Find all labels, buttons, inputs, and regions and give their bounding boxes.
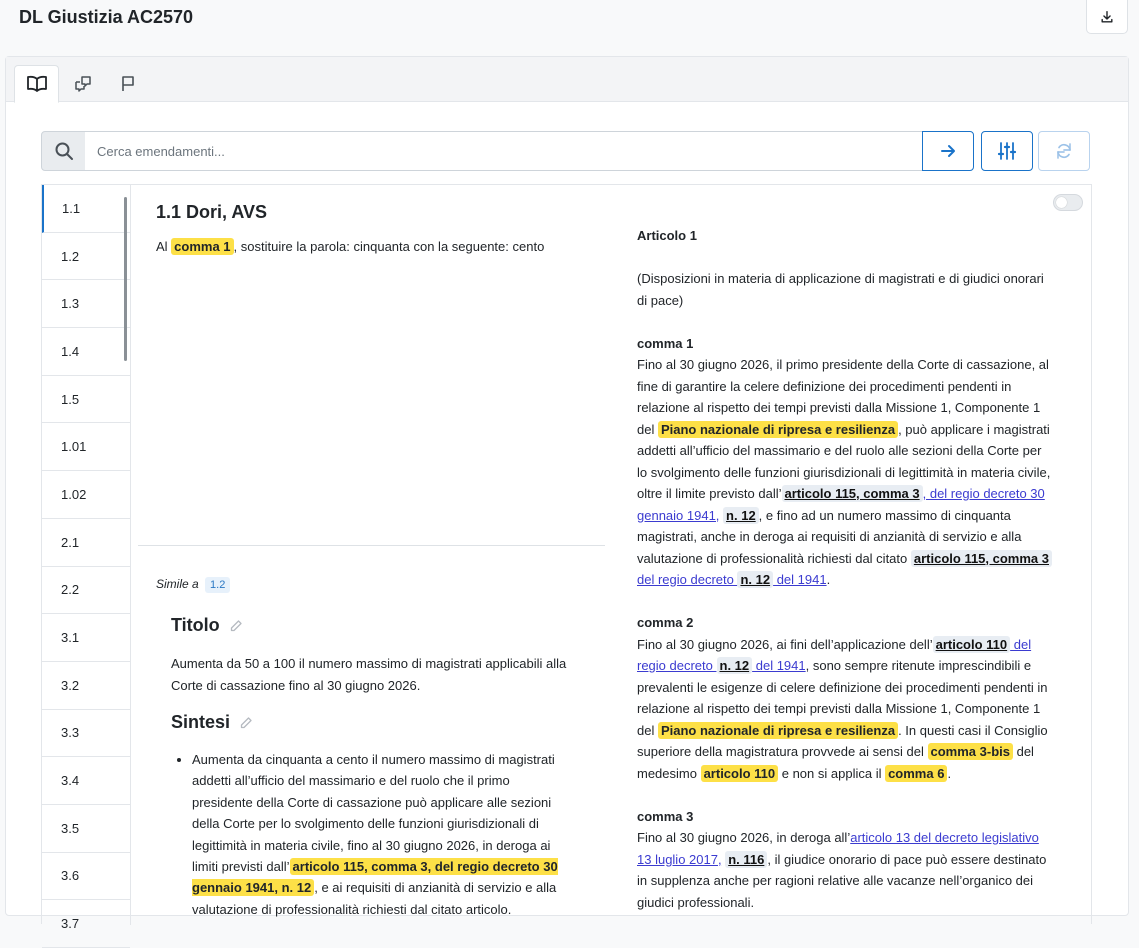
comma-2: comma 2 Fino al 30 giugno 2026, ai fini dell’applicazione dell’ articolo 110 del regio decreto n. 12 del 1941, sono sempre ritenute imprescindibili e prevalenti le esigenze di celere definizione dei procedimenti pendenti in relazione al rispetto dei tempi previsti dalla Missione 1, Componente 1 del Piano nazionale di ripresa e resilienza . In questi casi il Consiglio superiore della magistratura provvede ai sensi del comma 3-bis del medesimo articolo 110 e non si applica il comma 6 . xyxy=(637,615,1048,781)
amendment-list-item[interactable]: 3.6 xyxy=(42,853,130,901)
search-submit-button[interactable] xyxy=(922,131,974,171)
amendment-text: Al comma 1 , sostituire la parola: cinquanta con la seguente: cento xyxy=(156,239,545,254)
highlight-ref[interactable]: Piano nazionale di ripresa e resilienza xyxy=(658,722,898,739)
article-heading: Articolo 1 xyxy=(637,228,697,243)
highlight-ref[interactable]: articolo 110 xyxy=(701,765,779,782)
titolo-text: Aumenta da 50 a 100 il numero massimo di magistrati applicabili alla Corte di cassazione fino al 30 giugno 2026. xyxy=(171,656,567,693)
list-scrollbar[interactable] xyxy=(124,197,127,361)
reset-button[interactable] xyxy=(1038,131,1090,171)
pencil-icon xyxy=(229,619,243,633)
toggle-knob xyxy=(1056,197,1067,208)
content-panel xyxy=(41,184,1092,932)
flag-icon xyxy=(119,75,137,93)
amendment-list-item[interactable]: 3.4 xyxy=(42,757,130,805)
amendment-list-item[interactable]: 1.2 xyxy=(42,233,130,281)
amendment-list-item[interactable]: 2.1 xyxy=(42,519,130,567)
tab-compare[interactable] xyxy=(60,65,105,102)
amendment-list-item[interactable]: 1.5 xyxy=(42,376,130,424)
amendment-detail xyxy=(156,202,606,257)
book-icon xyxy=(26,75,48,93)
highlight-ref[interactable]: Piano nazionale di ripresa e resilienza xyxy=(658,421,898,438)
similar-to: Simile a 1.2 xyxy=(156,577,230,593)
edit-sintesi-button[interactable] xyxy=(239,716,253,730)
compare-icon xyxy=(73,74,93,94)
sintesi-item: • Aumenta da cinquanta a cento il numero massimo di magistrati addetti all’ufficio del massimario e del ruolo che il primo presidente della Corte di cassazione può applicare alle sezioni della Corte per lo svolgimento delle funzioni giurisdizionali di legittimità in materia civile, fino al 30 giugno 2026, in deroga ai limiti previsti dall’ articolo 115, comma 3, del regio decreto 30 gennaio 1941, n. 12 , e ai requisiti di anzianità di servizio e alla valutazione di professionalità richiesti dal citato articolo. xyxy=(192,749,571,920)
highlight-ref[interactable]: comma 6 xyxy=(885,765,947,782)
comma-3: comma 3 Fino al 30 giugno 2026, in deroga all’articolo 13 del decreto legislativo 13 luglio 2017, n. 116 , il giudice onorario di pace può essere destinato in supplenza anche per ragioni relative alle vacanze nell’organico dei giudici professionali. xyxy=(637,808,1047,910)
ref-link[interactable]: articolo 110 xyxy=(933,636,1011,653)
amendment-list-item[interactable]: 3.5 xyxy=(42,805,130,853)
ref-link[interactable]: del regio decreto xyxy=(637,636,1032,673)
highlight-ref[interactable]: comma 1 xyxy=(171,238,233,255)
highlight-ref[interactable]: articolo 115, comma 3, del regio decreto 30 gennaio 1941, n. 12 xyxy=(192,859,558,896)
download-icon xyxy=(1100,10,1114,24)
amendment-list-item[interactable]: 3.2 xyxy=(42,662,130,710)
ref-link[interactable]: articolo 13 del decreto legislativo 13 luglio 2017, xyxy=(637,830,1039,867)
tab-bar xyxy=(6,57,1128,102)
app-title: DL Giustizia AC2570 xyxy=(19,7,194,27)
amendment-list-item[interactable]: 1.1 xyxy=(42,185,130,233)
similar-badge[interactable]: 1.2 xyxy=(205,577,230,593)
main-card xyxy=(5,56,1129,932)
ref-link[interactable]: del regio decreto xyxy=(637,572,738,587)
amendment-list-item[interactable]: 1.02 xyxy=(42,471,130,519)
section-divider xyxy=(138,545,605,546)
sliders-icon xyxy=(997,141,1017,161)
toggle-switch[interactable] xyxy=(1053,194,1083,211)
refresh-icon xyxy=(1054,141,1074,161)
amendment-list-item[interactable]: 3.1 xyxy=(42,614,130,662)
download-button[interactable] xyxy=(1086,0,1128,34)
ref-link[interactable]: n. 116 xyxy=(725,851,767,868)
ref-link[interactable]: articolo 115, comma 3 xyxy=(911,550,1052,567)
sintesi-list xyxy=(171,749,571,920)
pencil-icon xyxy=(239,716,253,730)
search-input[interactable] xyxy=(85,131,923,171)
amendment-list-item[interactable]: 1.3 xyxy=(42,280,130,328)
amendment-list xyxy=(42,185,131,932)
amendment-list-item[interactable]: 3.7 xyxy=(42,900,130,948)
titolo-heading: Titolo xyxy=(171,615,243,636)
search-icon xyxy=(54,141,74,161)
edit-titolo-button[interactable] xyxy=(229,619,243,633)
article-subheading: (Disposizioni in materia di applicazione di magistrati e di giudici onorari di pace) xyxy=(637,271,1044,308)
ref-link[interactable]: , del regio decreto 30 gennaio 1941, xyxy=(637,486,1045,523)
amendment-list-item[interactable]: 1.01 xyxy=(42,423,130,471)
ref-link[interactable]: articolo 115, comma 3 xyxy=(782,485,923,502)
ref-link[interactable]: n. 12 xyxy=(737,571,773,588)
ref-link[interactable]: n. 12 xyxy=(717,657,753,674)
sintesi-heading: Sintesi xyxy=(171,712,253,733)
search-addon xyxy=(41,131,86,171)
law-text xyxy=(637,225,1052,935)
top-bar xyxy=(0,0,1139,40)
comma-1: comma 1 Fino al 30 giugno 2026, il primo presidente della Corte di cassazione, al fine di garantire la celere definizione dei procedimenti pendenti in relazione al rispetto dei tempi previsti dalla Missione 1, Componente 1 del Piano nazionale di ripresa e resilienza , può applicare i magistrati addetti all’ufficio del massimario e del ruolo alle sezioni della Corte per lo svolgimento delle funzioni giurisdizionali di legittimità in materia civile, oltre il limite previsto dall’ articolo 115, comma 3 , del regio decreto 30 gennaio 1941, n. 12 , e fino ad un numero massimo di cinquanta magistrati, anche in deroga ai requisiti di anzianità di servizio e alla valutazione di professionalità richiesti dal citato articolo 115, comma 3 del regio decreto n. 12 del 1941. xyxy=(637,335,1051,587)
amendment-title: 1.1 Dori, AVS xyxy=(156,202,268,222)
tab-text[interactable] xyxy=(14,65,59,103)
amendment-list-item[interactable]: 3.3 xyxy=(42,710,130,758)
ref-link[interactable]: del 1941 xyxy=(773,572,827,587)
amendment-list-item[interactable]: 1.4 xyxy=(42,328,130,376)
arrow-right-icon xyxy=(939,142,957,160)
filter-button[interactable] xyxy=(981,131,1033,171)
ref-link[interactable]: n. 12 xyxy=(723,507,759,524)
ref-link[interactable]: del 1941 xyxy=(752,658,806,673)
highlight-ref[interactable]: comma 3-bis xyxy=(928,743,1013,760)
amendment-list-item[interactable]: 2.2 xyxy=(42,567,130,615)
search-row xyxy=(41,131,1091,171)
tab-flag[interactable] xyxy=(105,65,150,102)
